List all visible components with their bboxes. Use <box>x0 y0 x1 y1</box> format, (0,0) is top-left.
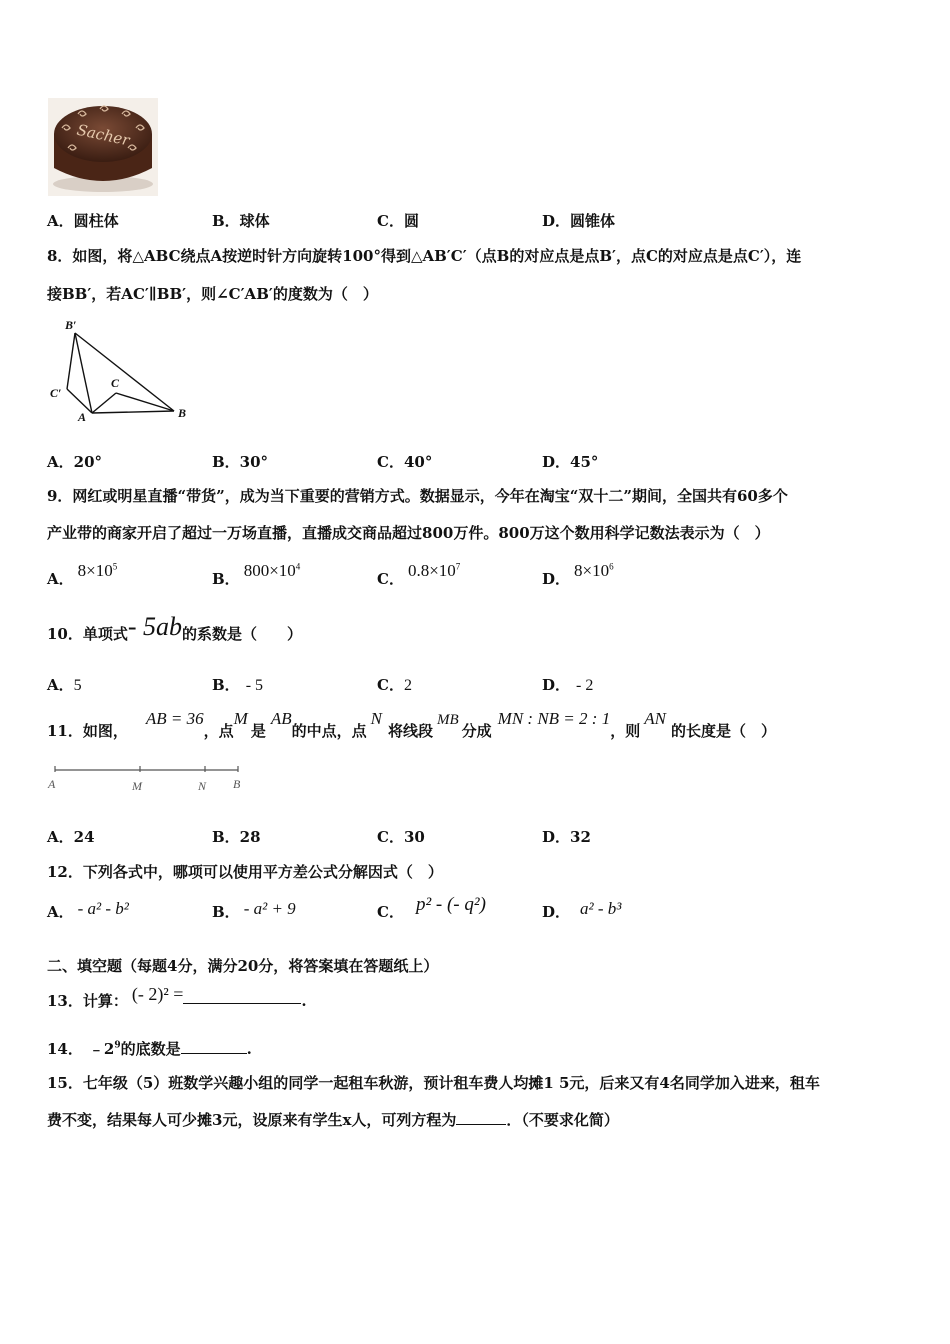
q9-option-c[interactable] <box>377 560 461 588</box>
option-base: 8×10 <box>574 561 610 580</box>
option-expression: - a² + 9 <box>243 899 296 918</box>
option-label: A． <box>47 903 74 921</box>
cake-image <box>48 98 158 196</box>
q10-suffix: 的系数是（ ） <box>182 625 303 643</box>
q11-text-5: 将线段 <box>387 722 433 740</box>
q11-option-a[interactable]: A．24 <box>47 828 95 846</box>
q10-prefix: 10．单项式 <box>47 625 128 643</box>
q14-end: . <box>246 1040 252 1058</box>
q8-triangle-figure <box>45 315 195 425</box>
q9-stem-line1: 9．网红或明星直播“带货”，成为当下重要的营销方式。数据显示，今年在淘宝“双十二”期间，全国共有60多个 <box>47 487 788 505</box>
option-label: C． <box>377 903 404 921</box>
q7-option-d[interactable]: D．圆锥体 <box>542 212 616 230</box>
q11-text-1: 11．如图， <box>47 722 128 740</box>
q12-option-b[interactable] <box>212 898 296 919</box>
q11-text-6: 分成 <box>461 722 492 740</box>
q12-option-d[interactable] <box>542 898 621 919</box>
q13-end: . <box>301 992 307 1010</box>
q11-ab: AB <box>270 709 292 728</box>
q13-expression: (- 2)² = <box>131 984 184 1004</box>
q13-answer-blank[interactable] <box>183 989 301 1004</box>
q12-option-c[interactable] <box>377 894 486 921</box>
label-b: B <box>178 406 187 420</box>
q9-stem-line2: 产业带的商家开启了超过一万场直播，直播成交商品超过800万件。800万这个数用科学记数法表示为（ ） <box>47 524 770 542</box>
q7-option-b[interactable]: B．球体 <box>212 212 270 230</box>
q11-text-8: 的长度是（ ） <box>670 722 776 740</box>
q11-mb: MB <box>436 712 459 728</box>
option-label: C． <box>377 676 404 694</box>
option-label: B． <box>212 676 240 694</box>
q15-answer-blank[interactable] <box>456 1110 506 1125</box>
q15-stem-line2 <box>47 1109 619 1130</box>
q11-m: M <box>233 709 248 728</box>
option-expression: p² - (- q²) <box>415 894 486 915</box>
section-2-heading: 二、填空题（每题4分，满分20分，将答案填在答题纸上） <box>47 957 439 975</box>
q11-stem <box>47 708 776 740</box>
q15-stem-line1: 15．七年级（5）班数学兴趣小组的同学一起租车秋游，预计租车费人均摊1 5元，后来又有4名同学加入进来，租车 <box>47 1074 820 1092</box>
q11-text-4: 的中点，点 <box>291 722 367 740</box>
q11-option-b[interactable]: B．28 <box>212 828 261 846</box>
q14-stem <box>47 1038 252 1059</box>
fig-label-m: M <box>132 779 142 793</box>
label-b-prime: B′ <box>65 318 77 332</box>
option-label: B． <box>212 570 240 588</box>
q14-answer-blank[interactable] <box>181 1039 247 1054</box>
q14-prefix: 14． <box>47 1040 83 1058</box>
option-label: D． <box>542 676 571 694</box>
option-label: D． <box>542 570 571 588</box>
option-base: 0.8×10 <box>407 561 456 580</box>
fig-label-a: A <box>48 777 56 791</box>
q11-text-7: ，则 <box>610 722 641 740</box>
q15-text-a: 费不变，结果每人可少摊3元，设原来有学生x人，可列方程为 <box>47 1111 457 1129</box>
q10-option-d[interactable] <box>542 674 593 695</box>
q9-option-b[interactable] <box>212 560 301 588</box>
label-a: A <box>78 410 87 424</box>
q12-option-a[interactable] <box>47 898 129 919</box>
q8-option-c[interactable]: C．40° <box>377 453 433 471</box>
fig-label-n: N <box>198 779 207 793</box>
q8-stem-line2: 接BB′，若AC′∥BB′，则∠C′AB′的度数为（ ） <box>47 285 378 303</box>
q8-option-d[interactable]: D．45° <box>542 453 599 471</box>
q8-stem-line1: 8．如图，将△ABC绕点A按逆时针方向旋转100°得到△AB′C′（点B的对应点是点B′，点C的对应点是点C′），连 <box>47 247 802 265</box>
q7-option-c[interactable]: C．圆 <box>377 212 419 230</box>
option-label: B． <box>212 903 240 921</box>
option-label: C． <box>377 570 404 588</box>
q15-text-b: ．（不要求化简） <box>506 1111 619 1129</box>
q11-ab36: AB = 36 <box>145 709 204 728</box>
q14-base: ﹣2 <box>88 1040 115 1058</box>
option-exponent: 6 <box>609 561 614 572</box>
fig-label-b: B <box>233 777 241 791</box>
q10-option-b[interactable] <box>212 674 263 695</box>
q11-n: N <box>370 709 382 728</box>
q11-an: AN <box>644 709 666 728</box>
q9-option-d[interactable] <box>542 560 614 588</box>
label-c: C <box>111 376 120 390</box>
option-exponent: 4 <box>295 561 301 572</box>
option-exponent: 5 <box>112 561 118 572</box>
q9-option-a[interactable] <box>47 560 118 588</box>
option-label: A． <box>47 570 74 588</box>
option-label: D． <box>542 903 571 921</box>
q11-option-d[interactable]: D．32 <box>542 828 591 846</box>
cake-text: Sacher <box>75 120 132 150</box>
option-expression: a² - b³ <box>580 899 622 918</box>
option-base: 800×10 <box>243 561 296 580</box>
q11-text-3: 是 <box>250 722 266 740</box>
q11-ratio: MN : NB = 2 : 1 <box>497 709 611 728</box>
option-value: - 2 <box>576 677 594 694</box>
q12-stem: 12．下列各式中，哪项可以使用平方差公式分解因式（ ） <box>47 863 443 881</box>
option-value: 5 <box>73 677 82 694</box>
option-exponent: 7 <box>455 561 461 572</box>
q11-option-c[interactable]: C．30 <box>377 828 425 846</box>
option-label: A． <box>47 676 74 694</box>
q10-option-c[interactable] <box>377 674 412 695</box>
q13-stem <box>47 984 307 1010</box>
q10-option-a[interactable] <box>47 674 82 695</box>
label-c-prime: C′ <box>50 386 62 400</box>
q13-prefix: 13．计算： <box>47 992 128 1010</box>
q10-stem <box>47 612 302 642</box>
q11-text-2: ，点 <box>203 722 234 740</box>
q14-exponent: 9 <box>114 1040 121 1051</box>
q10-expression: - 5ab <box>127 612 183 641</box>
option-expression: - a² - b² <box>77 899 129 918</box>
q7-option-a[interactable]: A．圆柱体 <box>47 212 119 230</box>
q8-option-b[interactable]: B．30° <box>212 453 269 471</box>
q11-segment-figure <box>45 760 250 796</box>
option-value: 2 <box>403 677 412 694</box>
q14-suffix: 的底数是 <box>120 1040 181 1058</box>
option-base: 8×10 <box>77 561 113 580</box>
q8-option-a[interactable]: A．20° <box>47 453 103 471</box>
option-value: - 5 <box>245 677 264 694</box>
